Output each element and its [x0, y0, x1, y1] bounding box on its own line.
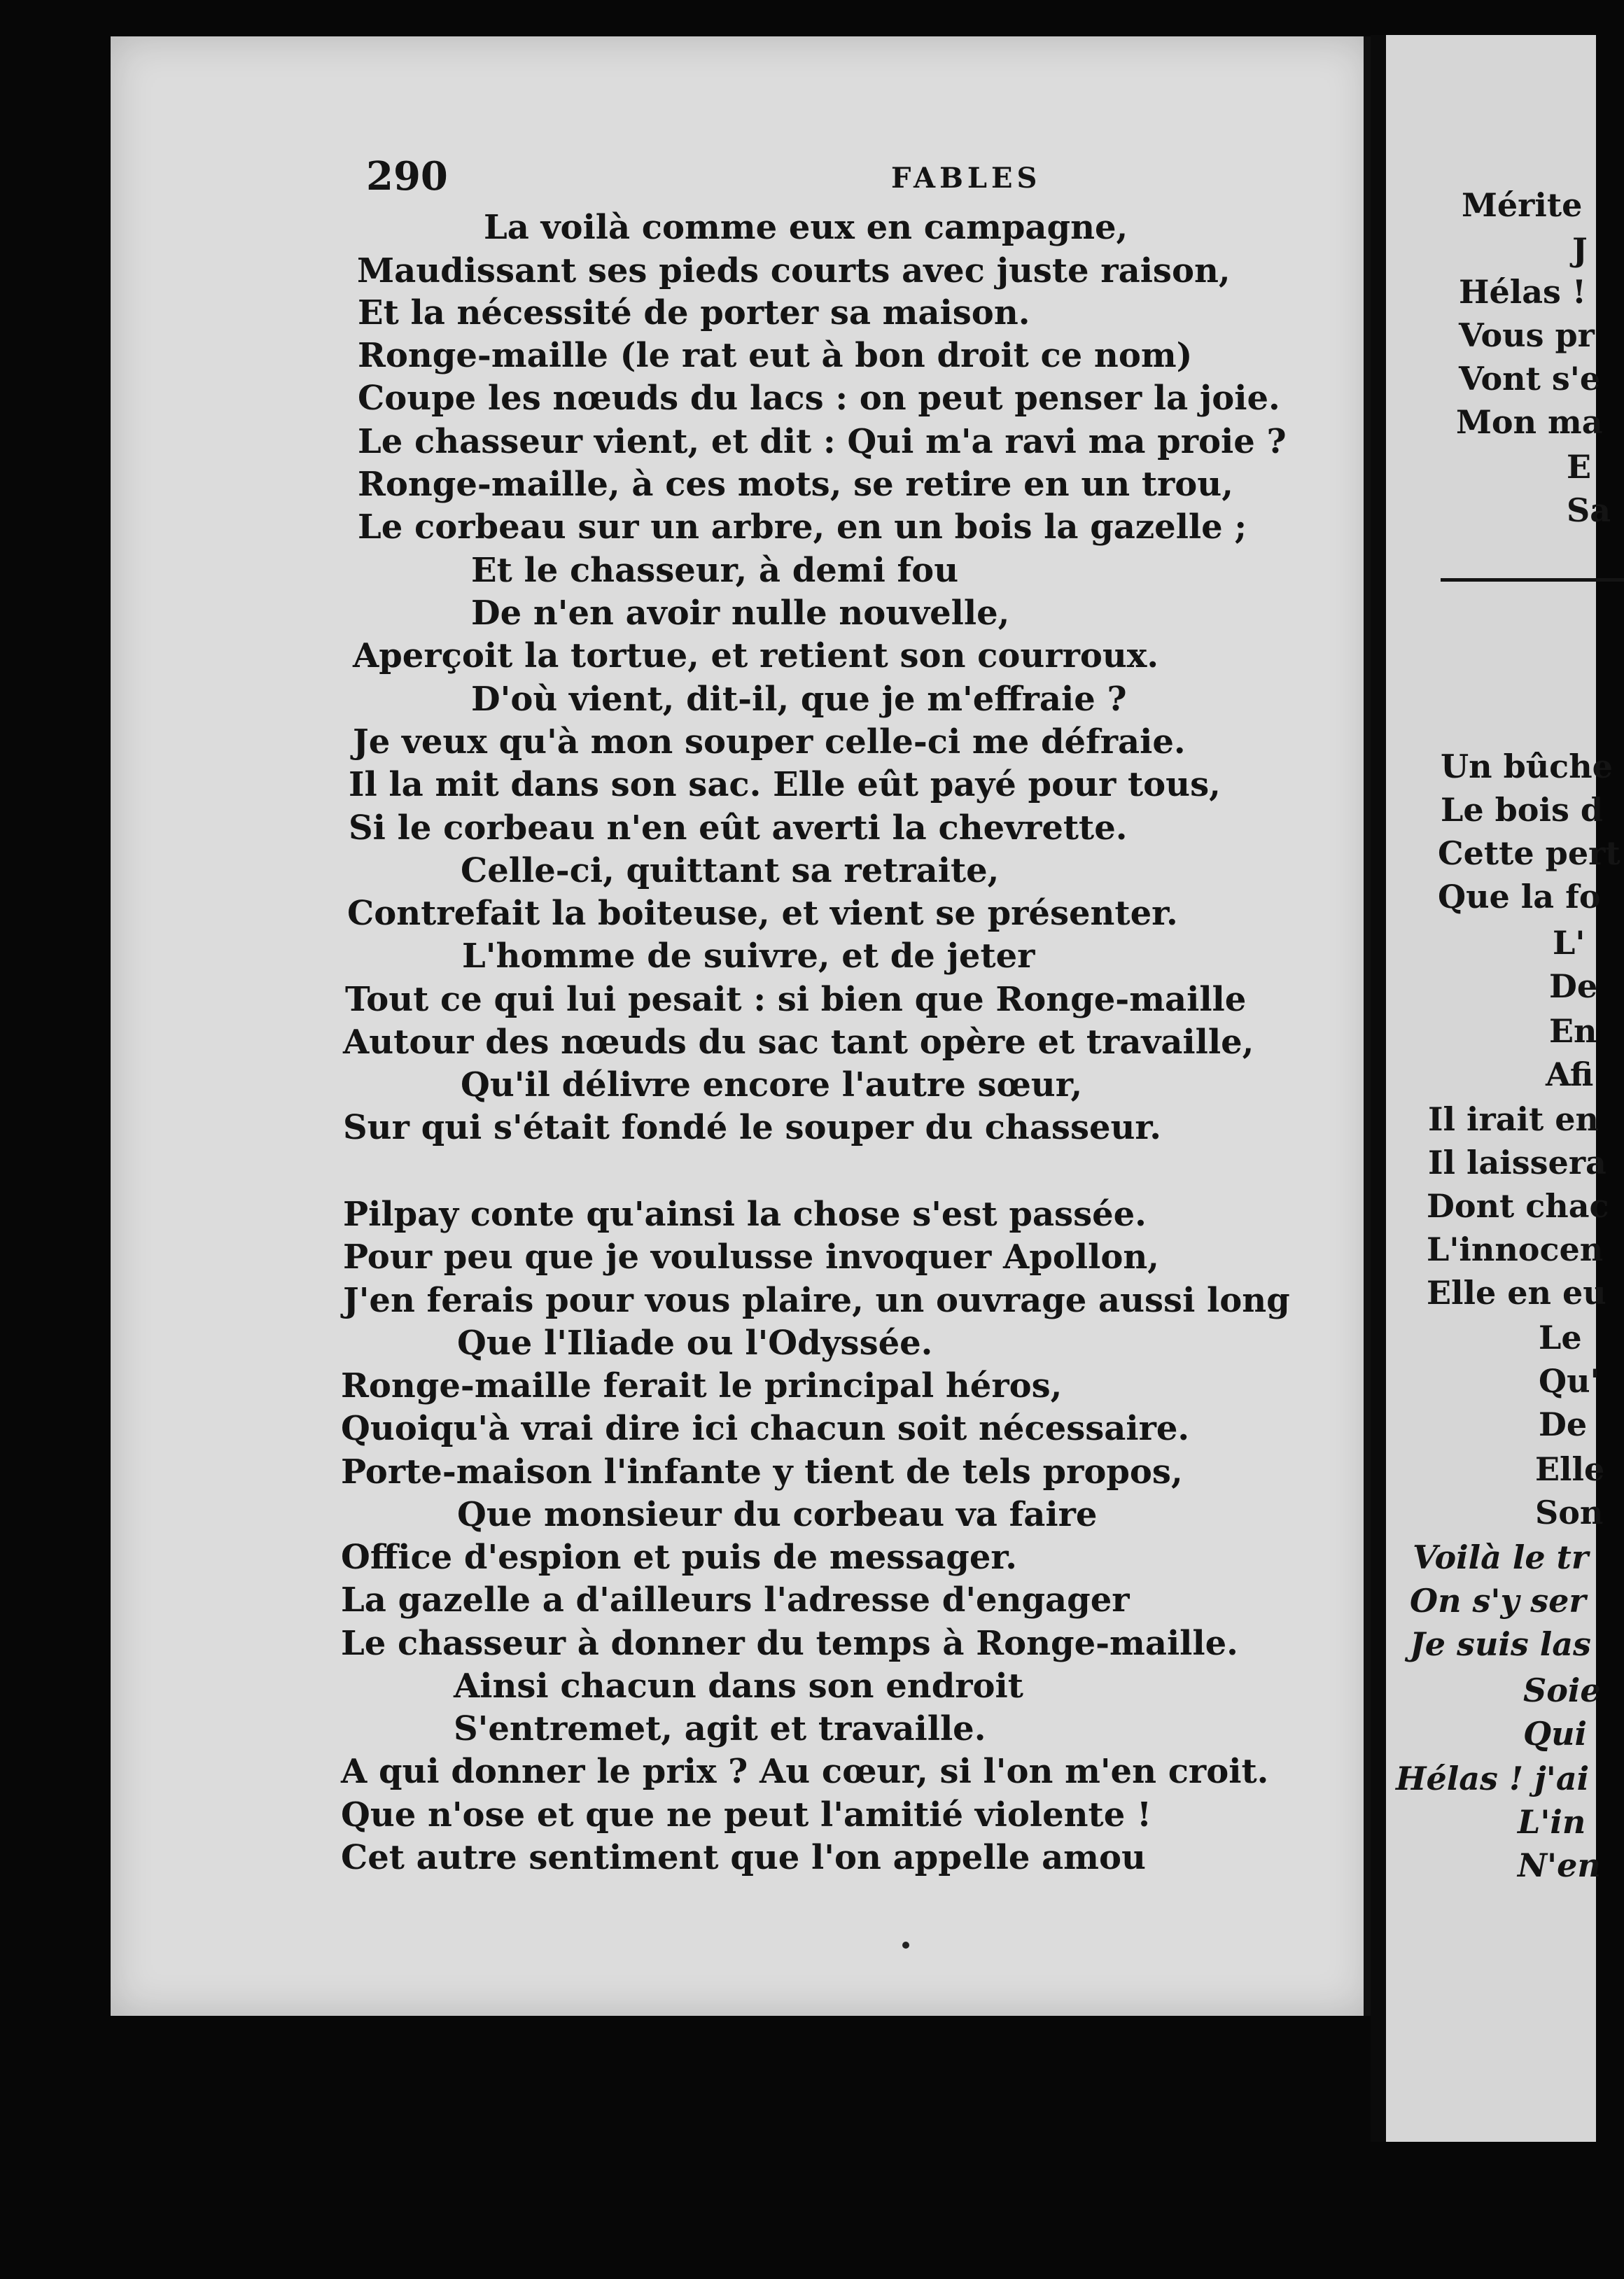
verse-line: Que l'Iliade ou l'Odyssée. — [457, 1324, 933, 1363]
verse-line: Contrefait la boiteuse, et vient se présenter. — [347, 894, 1178, 933]
cut-off-line-fragment: De — [1539, 1405, 1588, 1443]
cut-off-line-fragment: De — [1549, 967, 1598, 1005]
verse-line: S'entremet, agit et travaille. — [454, 1709, 986, 1748]
verse-line: Que monsieur du corbeau va faire — [457, 1495, 1098, 1534]
verse-line: D'où vient, dit-il, que je m'effraie ? — [471, 680, 1127, 719]
verse-line: Ronge-maille (le rat eut à bon droit ce nom) — [358, 336, 1193, 375]
cut-off-line-fragment: Vous pr — [1459, 316, 1595, 354]
cut-off-line-fragment: Mérite — [1462, 186, 1583, 224]
verse-line: Que n'ose et que ne peut l'amitié violente ! — [341, 1795, 1152, 1835]
verse-line: Celle-ci, quittant sa retraite, — [461, 851, 1000, 890]
verse-line: Ronge-maille ferait le principal héros, — [341, 1366, 1063, 1405]
cut-off-line-fragment: Vont s'e — [1459, 360, 1601, 398]
cut-off-line-fragment: Cette pert — [1438, 834, 1620, 872]
cut-off-line-fragment: Soie — [1523, 1671, 1601, 1709]
fable-text — [111, 36, 1371, 2016]
verse-line: Maudissant ses pieds courts avec juste raison, — [357, 251, 1231, 290]
page-number: 290 — [366, 153, 448, 199]
verse-line: Qu'il délivre encore l'autre sœur, — [461, 1065, 1083, 1105]
cut-off-line-fragment: Il laissera — [1428, 1144, 1606, 1181]
cut-off-line-fragment: Sa — [1567, 491, 1611, 529]
verse-line: Je veux qu'à mon souper celle-ci me défraie. — [353, 722, 1186, 762]
verse-line: Et la nécessité de porter sa maison. — [358, 293, 1030, 332]
verse-line: Autour des nœuds du sac tant opère et travaille, — [343, 1023, 1254, 1062]
cut-off-line-fragment: E — [1567, 448, 1592, 486]
cut-off-line-fragment: En — [1549, 1012, 1597, 1050]
verse-line: Tout ce qui lui pesait : si bien que Ronge-maille — [345, 980, 1247, 1019]
cut-off-line-fragment: L' — [1553, 924, 1586, 962]
cut-off-line-fragment: Je suis las — [1410, 1625, 1591, 1663]
cut-off-line-fragment: Son — [1535, 1494, 1604, 1531]
verse-line: Le corbeau sur un arbre, en un bois la gazelle ; — [358, 507, 1247, 547]
verse-line: Pilpay conte qu'ainsi la chose s'est passée. — [343, 1195, 1147, 1234]
verse-line: Le chasseur à donner du temps à Ronge-maille. — [341, 1624, 1238, 1663]
cut-off-line-fragment: Dont chac — [1427, 1187, 1609, 1225]
cut-off-line-fragment: Mon ma — [1456, 403, 1603, 441]
cut-off-line-fragment: Elle — [1535, 1450, 1605, 1488]
verse-line: L'homme de suivre, et de jeter — [462, 937, 1035, 976]
verse-line: Ronge-maille, à ces mots, se retire en un trou, — [358, 465, 1233, 504]
print-speck — [902, 1942, 909, 1949]
cut-off-line-fragment: L'innocen — [1427, 1230, 1604, 1268]
cut-off-line-fragment: Le — [1539, 1319, 1582, 1356]
verse-line: Office d'espion et puis de messager. — [341, 1538, 1017, 1577]
right-page — [1371, 35, 1620, 2142]
cut-off-line-fragment: Que la fo — [1438, 878, 1601, 916]
cut-off-line-fragment: On s'y ser — [1410, 1582, 1586, 1620]
cut-off-line-fragment: N'en — [1518, 1846, 1601, 1884]
verse-line: Sur qui s'était fondé le souper du chasseur. — [343, 1108, 1161, 1147]
page-edge — [1364, 36, 1371, 2016]
left-page — [111, 36, 1371, 2016]
verse-line: Si le corbeau n'en eût averti la chevrette. — [349, 808, 1128, 848]
verse-line: Cet autre sentiment que l'on appelle amou — [341, 1838, 1146, 1877]
verse-line: Ainsi chacun dans son endroit — [454, 1667, 1023, 1706]
cut-off-line-fragment: Voilà le tr — [1413, 1538, 1589, 1576]
verse-line: La gazelle a d'ailleurs l'adresse d'engager — [341, 1580, 1130, 1620]
running-title: FABLES — [891, 162, 1042, 195]
verse-line: Porte-maison l'infante y tient de tels propos, — [341, 1452, 1183, 1492]
cut-off-line-fragment: Il irait en — [1428, 1100, 1599, 1138]
cut-off-line-fragment: Elle en eu — [1427, 1274, 1606, 1312]
verse-line: La voilà comme eux en campagne, — [484, 208, 1128, 247]
verse-line: Coupe les nœuds du lacs : on peut penser la joie. — [358, 379, 1280, 418]
section-rule — [1441, 578, 1624, 582]
cut-off-line-fragment: Qui — [1523, 1715, 1587, 1753]
verse-line: Le chasseur vient, et dit : Qui m'a ravi ma proie ? — [358, 422, 1287, 461]
verse-line: Pour peu que je voulusse invoquer Apollon, — [343, 1237, 1159, 1277]
cut-off-line-fragment: Un bûche — [1441, 748, 1613, 785]
cut-off-line-fragment: Le bois d — [1441, 791, 1604, 829]
cut-off-line-fragment: L'in — [1518, 1803, 1586, 1841]
verse-line: Et le chasseur, à demi fou — [471, 551, 959, 590]
verse-line: Aperçoit la tortue, et retient son courroux. — [353, 636, 1159, 675]
cut-off-line-fragment: Afi — [1546, 1056, 1594, 1093]
cut-off-line-fragment: J — [1572, 231, 1588, 269]
verse-line: Quoiqu'à vrai dire ici chacun soit nécessaire. — [341, 1409, 1190, 1448]
verse-line: A qui donner le prix ? Au cœur, si l'on m'en croit. — [341, 1752, 1269, 1791]
cut-off-line-fragment: Qu' — [1539, 1362, 1600, 1400]
verse-line: De n'en avoir nulle nouvelle, — [471, 594, 1010, 633]
cut-off-line-fragment: Hélas ! j'ai — [1396, 1760, 1590, 1797]
cut-off-line-fragment: Hélas ! — [1459, 273, 1587, 311]
verse-line: J'en ferais pour vous plaire, un ouvrage aussi long — [343, 1281, 1290, 1320]
verse-line: Il la mit dans son sac. Elle eût payé pour tous, — [349, 765, 1221, 804]
